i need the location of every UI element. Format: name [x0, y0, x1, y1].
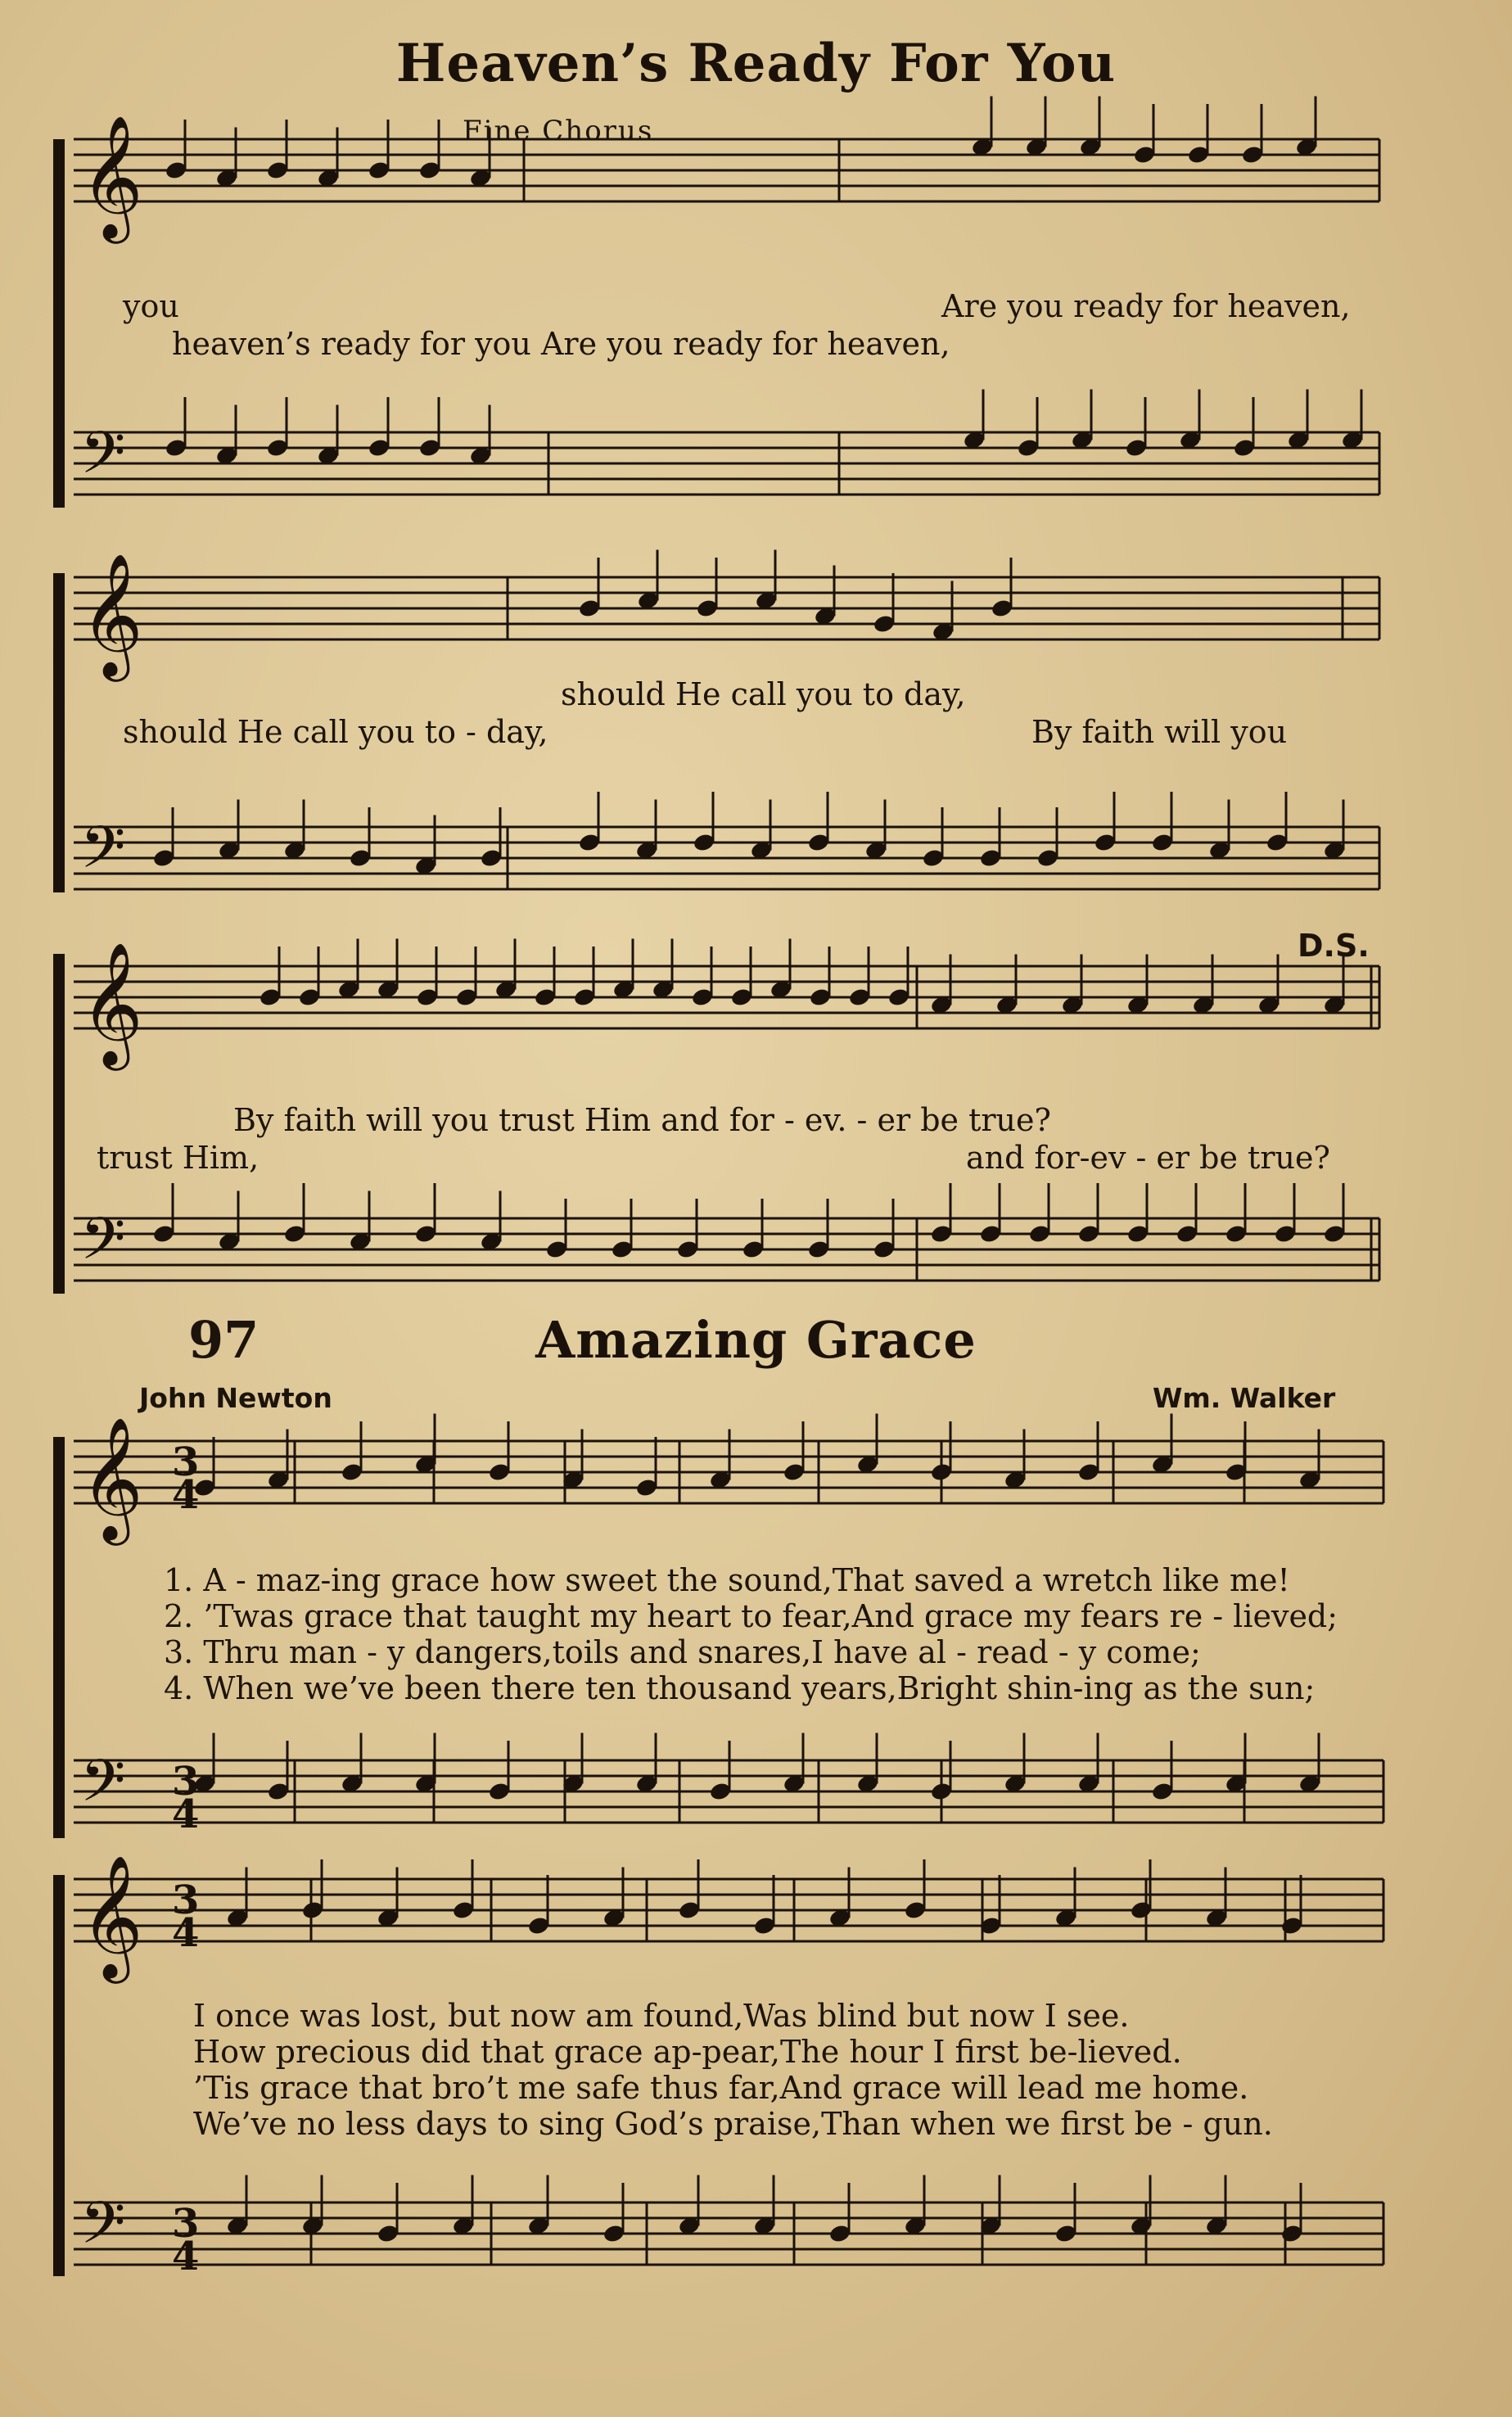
- lyric-line: trust Him,: [97, 1140, 260, 1176]
- bass-staff: [74, 390, 1379, 502]
- lyricist-credit: John Newton: [139, 1382, 332, 1414]
- treble-staff: [74, 550, 1379, 683]
- ds-marking: D.S.: [1298, 928, 1370, 964]
- bass-clef-icon: 𝄢: [80, 1747, 126, 1829]
- treble-staff: [74, 1854, 1383, 1984]
- lyric-line: Are you ready for heaven,: [941, 288, 1351, 324]
- lyric-line: heaven’s ready for you Are you ready for heaven,: [172, 326, 950, 362]
- verse-line: ’Tis grace that bro’t me safe thus far,And grace will lead me home.: [193, 2070, 1249, 2106]
- time-signature-bottom: 4: [172, 1910, 200, 1956]
- bass-clef-icon: 𝄢: [80, 814, 126, 896]
- lyric-line: you: [123, 288, 179, 324]
- treble-clef-icon: 𝄞: [80, 552, 143, 676]
- bass-clef-icon: 𝄢: [80, 1205, 126, 1287]
- song-title: Heaven’s Ready For You: [395, 33, 1117, 94]
- time-signature-top: 3: [172, 1759, 200, 1805]
- time-signature-bottom: 4: [172, 1791, 200, 1837]
- treble-clef-icon: 𝄞: [80, 1854, 143, 1978]
- verse-line: 2. ’Twas grace that taught my heart to fear,And grace my fears re - lieved;: [164, 1598, 1338, 1634]
- treble-clef-icon: 𝄞: [80, 114, 143, 238]
- bass-staff: [74, 1183, 1379, 1287]
- verse-line: 1. A - maz-ing grace how sweet the sound,That saved a wretch like me!: [164, 1562, 1290, 1598]
- treble-clef-icon: 𝄞: [80, 1416, 143, 1540]
- bass-staff: [74, 792, 1379, 896]
- treble-staff: [74, 939, 1379, 1072]
- lyric-line: should He call you to - day,: [123, 714, 548, 750]
- verse-line: How precious did that grace ap-pear,The hour I first be-lieved.: [193, 2034, 1182, 2070]
- bass-clef-icon: 𝄢: [80, 419, 126, 501]
- lyric-line: By faith will you trust Him and for - ev. - er be true?: [233, 1102, 1051, 1138]
- lyric-line: By faith will you: [1031, 714, 1288, 750]
- bass-staff: [74, 2175, 1383, 2280]
- time-signature-top: 3: [172, 2201, 200, 2247]
- verse-line: We’ve no less days to sing God’s praise,Than when we first be - gun.: [193, 2106, 1273, 2142]
- treble-staff: [74, 1414, 1383, 1547]
- treble-clef-icon: 𝄞: [80, 941, 143, 1065]
- time-signature-top: 3: [172, 1877, 200, 1923]
- time-signature-bottom: 4: [172, 2234, 200, 2279]
- fine-chorus-marking: Fine Chorus: [463, 115, 654, 147]
- verse-line: I once was lost, but now am found,Was blind but now I see.: [193, 1998, 1130, 2034]
- hymn-number: 97: [188, 1310, 260, 1370]
- verse-line: 3. Thru man - y dangers,toils and snares,I have al - read - y come;: [164, 1634, 1201, 1670]
- bass-staff: [74, 1733, 1383, 1838]
- verse-line: 4. When we’ve been there ten thousand years,Bright shin-ing as the sun;: [164, 1670, 1316, 1706]
- bass-clef-icon: 𝄢: [80, 2189, 126, 2271]
- composer-credit: Wm. Walker: [1153, 1382, 1336, 1414]
- lyric-line: should He call you to day,: [561, 676, 966, 712]
- time-signature-bottom: 4: [172, 1472, 200, 1518]
- song-title: Amazing Grace: [535, 1310, 977, 1370]
- treble-staff: [74, 97, 1379, 245]
- lyric-line: and for-ev - er be true?: [966, 1140, 1330, 1176]
- time-signature-top: 3: [172, 1439, 200, 1485]
